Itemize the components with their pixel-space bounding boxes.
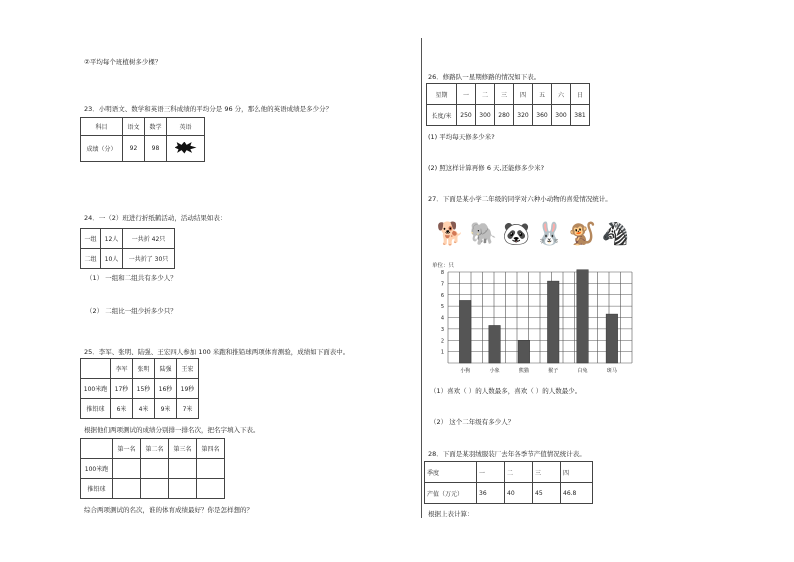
q25-t1-cell: 9米 — [155, 399, 177, 419]
bar — [547, 281, 559, 363]
q26-text: 26．修路队一星期修路的情况如下表。 — [428, 73, 541, 81]
q26-sub2: (2) 照这样计算再修 6 天,还能修多少米? — [428, 164, 545, 172]
q25-t1-cell: 19秒 — [177, 379, 199, 399]
q24-sub2: （2） 二组比一组少折多少只？ — [86, 307, 177, 315]
q26-header: 二 — [476, 84, 495, 105]
bar — [577, 270, 589, 363]
q25-t1-header: 王宏 — [177, 359, 199, 379]
y-tick-label: 8 — [440, 270, 444, 276]
q26-header: 日 — [571, 84, 590, 105]
q28-value: 45 — [533, 483, 561, 504]
q25-t2-row-label: 推铅球 — [81, 479, 113, 499]
y-tick-label: 4 — [440, 315, 444, 322]
q25-t2-corner — [81, 439, 113, 459]
q27-sub1: （1）喜欢（ ）的人数最多，喜欢（ ）的人数最少。 — [430, 387, 582, 395]
q24-table — [80, 228, 175, 269]
y-tick-label: 3 — [440, 326, 444, 333]
q28-footer: 根据上表计算： — [428, 510, 474, 518]
x-category-label: 小象 — [489, 368, 500, 374]
q28-value: 36 — [477, 483, 505, 504]
q23-row-label: 成绩（分） — [81, 136, 123, 162]
q26-value: 300 — [552, 105, 571, 126]
q25-t1-cell: 6米 — [111, 399, 133, 419]
q-prev-text: ②平均每个班植树多少棵？ — [84, 58, 162, 66]
q25-t2-header: 第三名 — [169, 439, 197, 459]
q26-header: 四 — [514, 84, 533, 105]
q23-table — [80, 117, 205, 162]
q25-t1-cell: 7米 — [177, 399, 199, 419]
ink-blot-icon — [175, 142, 197, 154]
x-category-label: 熊猫 — [518, 368, 529, 374]
q25-t2-blank[interactable] — [113, 459, 141, 479]
q28-header: 四 — [561, 462, 593, 483]
q25-t2-blank[interactable] — [169, 479, 197, 499]
q26-row-label: 长度/米 — [427, 105, 457, 126]
q28-text: 28．下面是某羽绒服装厂去年各季节产值情况统计表。 — [428, 450, 586, 458]
q25-table-scores — [80, 358, 199, 419]
elephant-icon: 🐘 — [469, 222, 498, 247]
q27-sub2: （2） 这个二年级有多少人？ — [430, 418, 515, 426]
q26-value: 300 — [476, 105, 495, 126]
q25-t1-corner — [81, 359, 111, 379]
q25-t1-cell: 17秒 — [111, 379, 133, 399]
q25-text: 25．李军、张明、陆强、王宏四人参加 100 米跑和推铅球两项体育测验，成绩如下面表中。 — [84, 348, 350, 356]
q23-header-math: 数学 — [145, 118, 167, 136]
q28-value: 46.8 — [561, 483, 593, 504]
y-tick-label: 1 — [440, 349, 444, 356]
q25-question: 综合两项测试的名次，谁的体育成绩最好？你是怎样想的？ — [84, 506, 253, 514]
q28-header: 三 — [533, 462, 561, 483]
dog-icon: 🐕 — [436, 222, 465, 247]
q25-t2-blank[interactable] — [197, 459, 225, 479]
x-category-label: 小狗 — [460, 368, 471, 374]
q25-t2-blank[interactable] — [113, 479, 141, 499]
q27-text: 27．下面是某小学二年级的同学对六种小动物的喜爱情况统计。 — [428, 195, 612, 203]
q25-t1-cell: 推铅球 — [81, 399, 111, 419]
q28-header: 二 — [505, 462, 533, 483]
q26-sub1: (1) 平均每天修多少米? — [428, 133, 495, 141]
q26-value: 320 — [514, 105, 533, 126]
x-category-label: 斑马 — [606, 368, 617, 374]
q24-group2-name: 二组 — [81, 249, 101, 269]
q25-t1-cell: 4米 — [133, 399, 155, 419]
q25-t2-row-label: 100米跑 — [81, 459, 113, 479]
q28-value: 40 — [505, 483, 533, 504]
q24-group1-name: 一组 — [81, 229, 101, 249]
q24-sub1: （1） 一组和二组共有多少人？ — [86, 274, 177, 282]
x-category-label: 猴子 — [548, 368, 559, 374]
q23-header-english: 英语 — [167, 118, 205, 136]
panda-icon: 🐼 — [502, 222, 531, 247]
q25-t1-cell: 15秒 — [133, 379, 155, 399]
column-divider — [421, 38, 422, 518]
animal-preference-bar-chart — [430, 268, 636, 380]
q26-table — [426, 83, 590, 126]
q26-value: 280 — [495, 105, 514, 126]
q25-t2-blank[interactable] — [141, 479, 169, 499]
monkey-icon: 🐒 — [568, 222, 597, 247]
y-tick-label: 2 — [440, 338, 444, 345]
q28-header: 一 — [477, 462, 505, 483]
q25-t1-header: 陆强 — [155, 359, 177, 379]
q26-value: 381 — [571, 105, 590, 126]
q25-t2-blank[interactable] — [169, 459, 197, 479]
q25-t1-cell: 100米跑 — [81, 379, 111, 399]
q26-header: 一 — [457, 84, 476, 105]
chart-unit-label: 单位：只 — [432, 263, 455, 269]
y-tick-label: 5 — [440, 304, 444, 311]
q26-header: 六 — [552, 84, 571, 105]
animal-icons — [436, 218, 630, 252]
q26-value: 250 — [457, 105, 476, 126]
q25-t2-blank[interactable] — [141, 459, 169, 479]
q26-value: 360 — [533, 105, 552, 126]
q26-header: 五 — [533, 84, 552, 105]
bar — [606, 314, 618, 363]
bar — [460, 300, 472, 363]
q25-instruction: 根据他们两项测试的成绩分别排一排名次，把名字填入下表。 — [84, 426, 260, 434]
y-tick-label: 6 — [440, 292, 444, 299]
q23-math-score: 98 — [145, 136, 167, 162]
q28-row-label: 产值（万元） — [425, 483, 477, 504]
q26-header: 三 — [495, 84, 514, 105]
q23-header-subject: 科目 — [81, 118, 123, 136]
rabbit-icon: 🐰 — [535, 222, 564, 247]
q24-group2-total: 一共折了 30只 — [123, 249, 175, 269]
q24-group2-count: 10人 — [101, 249, 123, 269]
bar — [518, 340, 530, 363]
q23-header-chinese: 语文 — [123, 118, 145, 136]
q25-t2-header: 第四名 — [197, 439, 225, 459]
bar — [489, 325, 501, 363]
q28-table — [424, 461, 593, 504]
q24-text: 24．一（2）班进行折纸鹤活动，活动结果如表： — [84, 214, 227, 222]
q25-t2-blank[interactable] — [197, 479, 225, 499]
y-tick-label: 7 — [440, 281, 444, 288]
q23-text: 23．小明语文、数学和英语三科成绩的平均分是 96 分，那么他的英语成绩是多少分？ — [84, 105, 333, 113]
q25-t2-header: 第一名 — [113, 439, 141, 459]
q25-table-ranking — [80, 438, 225, 499]
q23-english-cell — [167, 136, 205, 162]
zebra-icon: 🦓 — [601, 222, 630, 247]
q25-t2-header: 第二名 — [141, 439, 169, 459]
q23-chinese-score: 92 — [123, 136, 145, 162]
x-category-label: 白兔 — [577, 368, 588, 374]
q25-t1-header: 李军 — [111, 359, 133, 379]
q25-t1-cell: 16秒 — [155, 379, 177, 399]
q24-group1-total: 一共折 42只 — [123, 229, 175, 249]
q26-header: 星期 — [427, 84, 457, 105]
q24-group1-count: 12人 — [101, 229, 123, 249]
q25-t1-header: 张明 — [133, 359, 155, 379]
q28-header: 季度 — [425, 462, 477, 483]
